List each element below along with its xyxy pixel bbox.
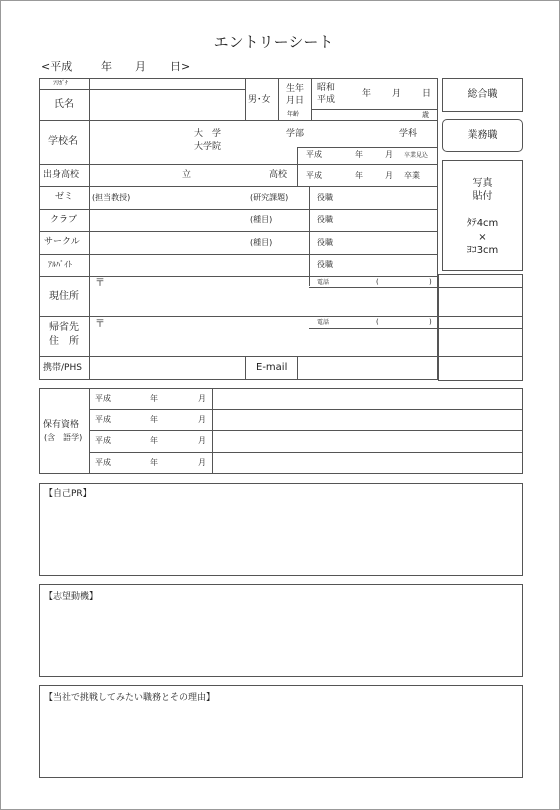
seminar-label: ゼミ [55, 192, 74, 202]
qualifications-label: 保有資格 [43, 420, 80, 430]
address-label: 現住所 [49, 291, 79, 302]
qual-row-month: 月 [198, 415, 206, 424]
school-heisei: 平成 [306, 150, 322, 159]
birth-day: 日 [422, 89, 432, 99]
qual-row-era: 平成 [95, 415, 111, 424]
mobile-label: 携帯/PHS [43, 363, 82, 373]
date-year: 年 [101, 60, 112, 73]
home-address-line1: 帰省先 [49, 322, 79, 333]
qual-row-month: 月 [198, 458, 206, 467]
qual-row-era: 平成 [95, 394, 111, 403]
dept-label: 学科 [399, 129, 418, 139]
school-month: 月 [385, 150, 393, 159]
grad-school-label: 大学院 [194, 142, 222, 152]
challenge-heading: 【当社で挑戦してみたい職務とその理由】 [44, 693, 216, 703]
photo-times: × [478, 232, 487, 243]
address-phone-label: 電話 [317, 279, 330, 286]
club-role: 役職 [317, 215, 333, 224]
photo-box [442, 160, 523, 271]
qual-row-year: 年 [150, 458, 158, 467]
page-title: エントリーシート [213, 33, 334, 51]
hs-graduated: 卒業 [404, 171, 420, 180]
school-label: 学校名 [48, 136, 78, 147]
general-job-option[interactable] [442, 78, 523, 112]
qual-row-era: 平成 [95, 458, 111, 467]
school-year: 年 [355, 150, 363, 159]
qual-row-year: 年 [150, 415, 158, 424]
home-postal-mark: 〒 [95, 319, 105, 330]
professor-label: (担当教授) [92, 193, 131, 202]
qual-row-year: 年 [150, 436, 158, 445]
name-label: 氏名 [54, 99, 74, 110]
qual-row-era: 平成 [95, 436, 111, 445]
hs-year: 年 [355, 171, 363, 180]
motive-box[interactable] [39, 584, 523, 677]
business-job-option[interactable] [442, 119, 523, 152]
faculty-label: 学部 [286, 129, 305, 139]
circle-event: (種目) [250, 238, 273, 247]
photo-line2: 貼付 [472, 191, 493, 202]
age-unit: 歳 [422, 111, 429, 119]
grad-expected-label: 卒業見込 [404, 152, 429, 159]
qual-row-month: 月 [198, 436, 206, 445]
general-job-label: 総合職 [467, 89, 498, 100]
home-address-line2: 住 所 [49, 336, 79, 347]
circle-role: 役職 [317, 238, 333, 247]
circle-label: サークル [44, 237, 80, 247]
home-phone-label: 電話 [317, 319, 330, 326]
qual-row-month: 月 [198, 394, 206, 403]
main-table [39, 78, 438, 380]
motive-heading: 【志望動機】 [44, 592, 99, 602]
heisei-label: 平成 [317, 95, 336, 105]
self-pr-box[interactable] [39, 483, 523, 576]
age-label: 年齢 [287, 111, 300, 118]
mobile-field[interactable] [91, 358, 243, 378]
hs-month: 月 [385, 171, 393, 180]
email-field[interactable] [299, 358, 521, 378]
name-field[interactable] [91, 91, 243, 118]
self-pr-heading: 【自己PR】 [44, 489, 92, 499]
address-paren-close: ) [429, 278, 432, 286]
qualifications-table [39, 388, 523, 474]
club-event: (種目) [250, 215, 273, 224]
photo-height: ﾀﾃ4cm [466, 218, 499, 229]
showa-label: 昭和 [317, 83, 336, 93]
parttime-role: 役職 [317, 260, 333, 269]
address-postal-mark: 〒 [95, 278, 105, 289]
hs-heisei: 平成 [306, 171, 322, 180]
home-paren-close: ) [429, 318, 432, 326]
business-job-label: 業務職 [467, 130, 498, 141]
univ-label: 大 学 [194, 129, 222, 139]
koukou-label: 高校 [269, 170, 288, 180]
parttime-label: ｱﾙﾊﾞｲﾄ [48, 260, 72, 269]
address-paren-open: ( [376, 278, 379, 286]
email-label: E-mail [256, 362, 288, 373]
furigana-label: ﾌﾘｶﾞﾅ [53, 80, 69, 87]
birth-month: 月 [392, 89, 402, 99]
date-day: 日> [170, 60, 191, 73]
qual-row-year: 年 [150, 394, 158, 403]
photo-line1: 写真 [472, 178, 493, 189]
club-label: クラブ [50, 215, 78, 225]
date-prefix: <平成 [41, 60, 73, 73]
birth-label: 生年 月日 [285, 84, 304, 106]
home-paren-open: ( [376, 318, 379, 326]
seminar-role: 役職 [317, 193, 333, 202]
challenge-box[interactable] [39, 685, 523, 778]
ritsu-label: 立 [182, 170, 192, 180]
photo-width: ﾖｺ3cm [466, 245, 499, 256]
high-school-label: 出身高校 [43, 170, 80, 180]
birth-year: 年 [362, 89, 372, 99]
date-month: 月 [135, 60, 146, 73]
qualifications-sublabel: (含 語学) [44, 433, 83, 442]
topic-label: (研究課題) [250, 193, 289, 202]
sex-label[interactable]: 男･女 [248, 95, 271, 105]
